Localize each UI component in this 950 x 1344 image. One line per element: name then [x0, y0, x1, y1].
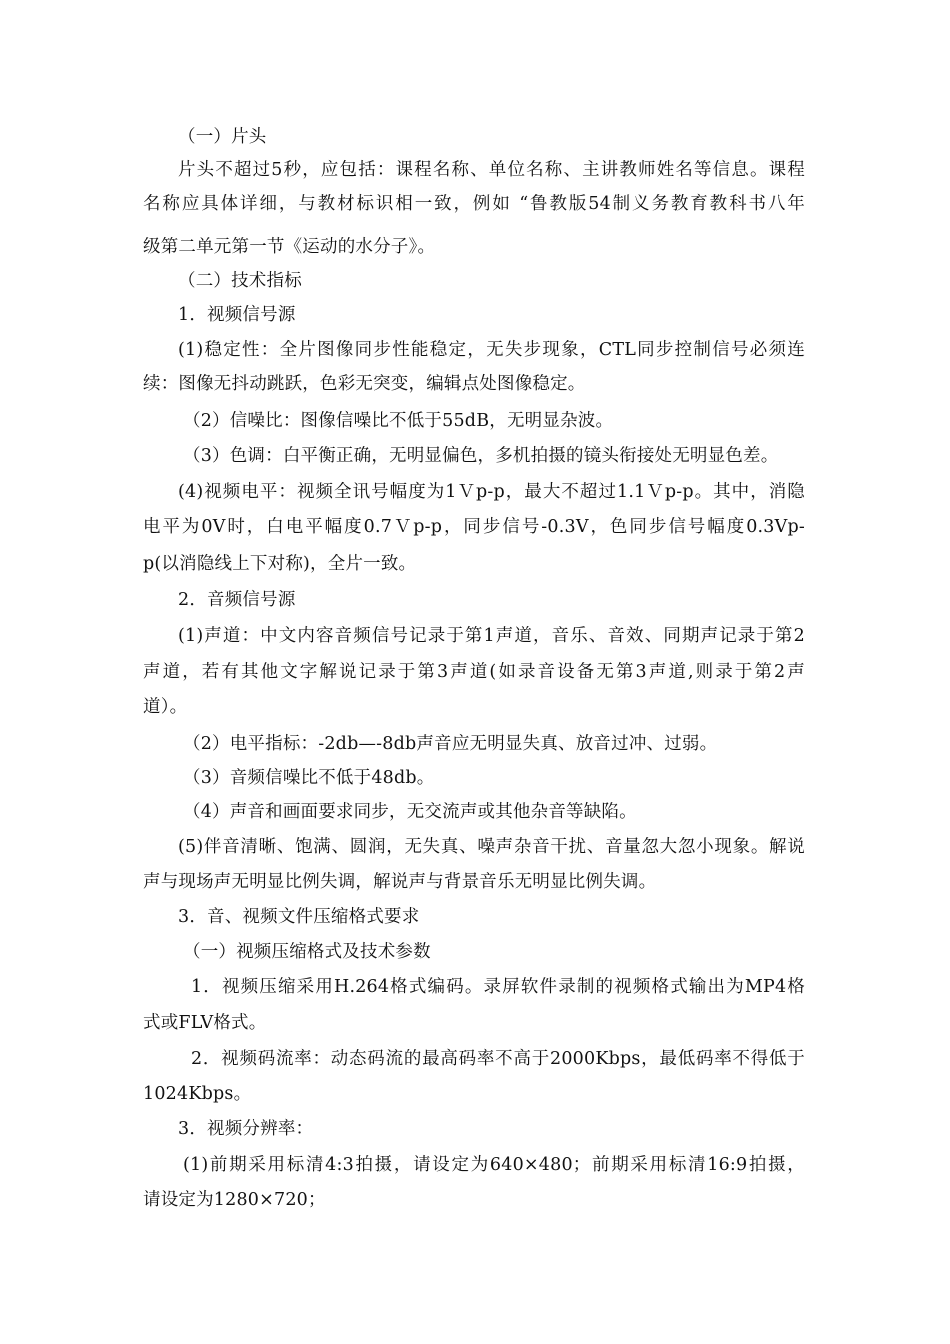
paragraph-line: （3）色调：白平衡正确，无明显偏色，多机拍摄的镜头衔接处无明显色差。 — [183, 446, 779, 466]
paragraph-line: (1)声道：中文内容音频信号记录于第1声道，音乐、音效、同期声记录于第2 — [178, 626, 805, 646]
paragraph-line: (4)视频电平：视频全讯号幅度为1Ｖp-p，最大不超过1.1Ｖp-p。其中，消隐 — [178, 482, 805, 502]
paragraph-line: 1．视频压缩采用H.264格式编码。录屏软件录制的视频格式输出为MP4格 — [191, 977, 805, 997]
heading-audio-signal-source: 2．音频信号源 — [178, 590, 296, 610]
heading-technical-specs: （二）技术指标 — [178, 271, 302, 291]
paragraph-line: 请设定为1280×720； — [143, 1190, 326, 1210]
paragraph-line: （2）电平指标：-2db—-8db声音应无明显失真、放音过冲、过弱。 — [183, 734, 718, 754]
paragraph-line: p(以消隐线上下对称)，全片一致。 — [143, 554, 417, 574]
paragraph-line: （2）信噪比：图像信噪比不低于55dB，无明显杂波。 — [183, 411, 614, 431]
heading-compression-format: 3．音、视频文件压缩格式要求 — [178, 907, 420, 927]
paragraph-line: (1)前期采用标清4:3拍摄，请设定为640×480；前期采用标清16:9拍摄， — [183, 1155, 805, 1175]
heading-opening-title: （一）片头 — [178, 127, 267, 147]
paragraph-line: （4）声音和画面要求同步，无交流声或其他杂音等缺陷。 — [183, 802, 637, 822]
paragraph-line: 声与现场声无明显比例失调，解说声与背景音乐无明显比例失调。 — [143, 872, 657, 892]
heading-video-compression: （一）视频压缩格式及技术参数 — [183, 942, 431, 962]
paragraph-line: 电平为0V时，白电平幅度0.7Ｖp-p，同步信号-0.3V，色同步信号幅度0.3Vp- — [143, 517, 805, 537]
paragraph-line: 级第二单元第一节《运动的水分子》。 — [143, 237, 436, 257]
paragraph-line: (1)稳定性：全片图像同步性能稳定，无失步现象，CTL同步控制信号必须连 — [178, 340, 805, 360]
paragraph-line: 续：图像无抖动跳跃，色彩无突变，编辑点处图像稳定。 — [143, 374, 586, 394]
paragraph-line: 道）。 — [143, 697, 188, 717]
paragraph-line: 1024Kbps。 — [143, 1084, 252, 1104]
paragraph-line: （3）音频信噪比不低于48db。 — [183, 768, 435, 788]
paragraph-line: 片头不超过5秒，应包括：课程名称、单位名称、主讲教师姓名等信息。课程 — [178, 160, 805, 180]
paragraph-line: 名称应具体详细，与教材标识相一致，例如 “鲁教版54制义务教育教科书八年 — [143, 194, 805, 214]
paragraph-line: 2．视频码流率：动态码流的最高码率不高于2000Kbps，最低码率不得低于 — [191, 1049, 805, 1069]
heading-video-resolution: 3．视频分辨率： — [178, 1119, 314, 1139]
paragraph-line: 式或FLV格式。 — [143, 1013, 267, 1033]
paragraph-line: 声道，若有其他文字解说记录于第3声道(如录音设备无第3声道,则录于第2声 — [143, 662, 805, 682]
heading-video-signal-source: 1．视频信号源 — [178, 305, 296, 325]
paragraph-line: (5)伴音清晰、饱满、圆润，无失真、噪声杂音干扰、音量忽大忽小现象。解说 — [178, 837, 805, 857]
